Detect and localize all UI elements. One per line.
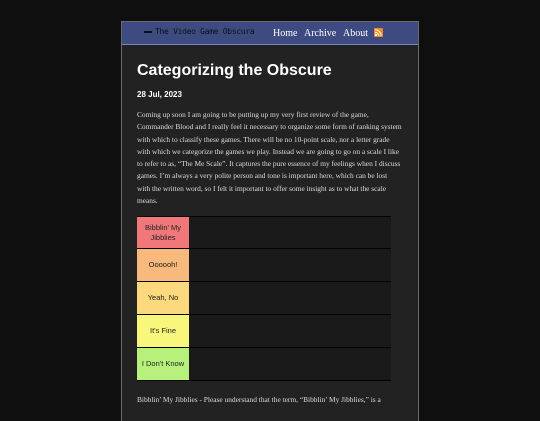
brand-text: The Video Game Obscura xyxy=(155,27,255,36)
tier-content xyxy=(189,282,391,314)
navbar xyxy=(122,22,418,45)
tier-label: Yeah, No xyxy=(137,282,189,314)
nav-link-archive[interactable]: Archive xyxy=(304,28,337,39)
tier-row xyxy=(137,216,391,249)
page-container xyxy=(121,21,419,421)
tier-list xyxy=(137,216,391,381)
site-brand[interactable] xyxy=(144,27,254,36)
post-date: 28 Jul, 2023 xyxy=(137,90,182,99)
rss-icon[interactable] xyxy=(374,28,383,37)
tier-content xyxy=(189,348,391,380)
post-title: Categorizing the Obscure xyxy=(137,62,332,79)
tier-label: I Don't Know xyxy=(137,348,189,380)
tier-row xyxy=(137,348,391,381)
tier-label: Oooooh! xyxy=(137,249,189,281)
tier-row xyxy=(137,249,391,282)
tier-row xyxy=(137,282,391,315)
nav-link-about[interactable]: About xyxy=(343,28,368,39)
tier-label: It's Fine xyxy=(137,315,189,347)
post-intro: Coming up soon I am going to be putting up my very first review of the game, Commander Blood and I really feel it necessary to organize some form of ranking system with which to classify these games. There will be no 10-point scale, nor a letter grade with which we categorize the games we play. Instead we are going to go on a scale I like to refer to as, “The Me Scale”. It captures the pure essence of my feelings when I discuss games. I’m always a very polite person and tone is important here, which can be lost with the written word, so I felt it important to offer some insight as to what the scale means. xyxy=(137,110,402,206)
brand-dash-icon xyxy=(144,31,152,33)
post-continued-text: Bibblin’ My Jibblies - Please understand that the term, “Bibblin’ My Jibblies,” is a xyxy=(137,395,381,404)
tier-label: Bibblin' My Jibblies xyxy=(137,217,189,248)
tier-content xyxy=(189,217,391,248)
tier-content xyxy=(189,249,391,281)
nav-link-home[interactable]: Home xyxy=(273,28,298,39)
tier-row xyxy=(137,315,391,348)
tier-content xyxy=(189,315,391,347)
